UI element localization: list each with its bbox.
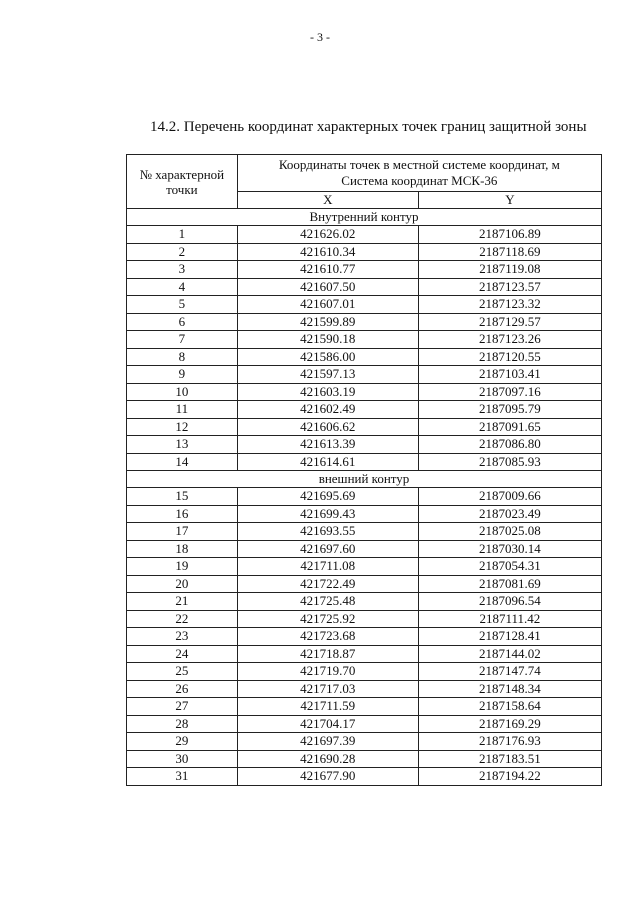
y-coordinate-cell: 2187129.57 [418, 313, 601, 331]
point-number-cell: 13 [127, 436, 238, 454]
x-coordinate-cell: 421722.49 [237, 575, 418, 593]
table-row [127, 296, 602, 314]
section-title-row [127, 471, 602, 488]
table-row [127, 593, 602, 611]
point-number-cell: 20 [127, 575, 238, 593]
table-row [127, 698, 602, 716]
point-number-cell: 21 [127, 593, 238, 611]
point-number-cell: 23 [127, 628, 238, 646]
y-coordinate-cell: 2187096.54 [418, 593, 601, 611]
x-coordinate-cell: 421725.92 [237, 610, 418, 628]
table-row [127, 680, 602, 698]
table-row [127, 768, 602, 786]
y-coordinate-cell: 2187091.65 [418, 418, 601, 436]
table-row [127, 331, 602, 349]
table-row [127, 663, 602, 681]
y-coordinate-cell: 2187123.32 [418, 296, 601, 314]
point-number-cell: 25 [127, 663, 238, 681]
point-number-cell: 7 [127, 331, 238, 349]
y-coordinate-cell: 2187081.69 [418, 575, 601, 593]
y-coordinate-cell: 2187111.42 [418, 610, 601, 628]
y-coordinate-cell: 2187194.22 [418, 768, 601, 786]
y-coordinate-cell: 2187128.41 [418, 628, 601, 646]
header-coordinates [237, 155, 601, 192]
x-coordinate-cell: 421586.00 [237, 348, 418, 366]
point-number-cell: 1 [127, 226, 238, 244]
point-number-cell: 26 [127, 680, 238, 698]
x-coordinate-cell: 421614.61 [237, 453, 418, 471]
y-coordinate-cell: 2187158.64 [418, 698, 601, 716]
table-row [127, 610, 602, 628]
x-coordinate-cell: 421599.89 [237, 313, 418, 331]
point-number-cell: 31 [127, 768, 238, 786]
y-coordinate-cell: 2187030.14 [418, 540, 601, 558]
header-coords-line2: Система координат МСК-36 [341, 173, 498, 188]
table-row [127, 383, 602, 401]
x-coordinate-cell: 421697.39 [237, 733, 418, 751]
point-number-cell: 9 [127, 366, 238, 384]
table-row [127, 733, 602, 751]
x-coordinate-cell: 421677.90 [237, 768, 418, 786]
table-row [127, 313, 602, 331]
y-coordinate-cell: 2187106.89 [418, 226, 601, 244]
table-row [127, 348, 602, 366]
point-number-cell: 14 [127, 453, 238, 471]
x-coordinate-cell: 421711.08 [237, 558, 418, 576]
point-number-cell: 10 [127, 383, 238, 401]
x-coordinate-cell: 421725.48 [237, 593, 418, 611]
table-row [127, 261, 602, 279]
x-coordinate-cell: 421607.01 [237, 296, 418, 314]
table-row [127, 366, 602, 384]
y-coordinate-cell: 2187144.02 [418, 645, 601, 663]
table-row [127, 645, 602, 663]
table-row [127, 226, 602, 244]
x-coordinate-cell: 421717.03 [237, 680, 418, 698]
y-coordinate-cell: 2187120.55 [418, 348, 601, 366]
table-row [127, 488, 602, 506]
point-number-cell: 3 [127, 261, 238, 279]
point-number-cell: 12 [127, 418, 238, 436]
point-number-cell: 11 [127, 401, 238, 419]
x-coordinate-cell: 421602.49 [237, 401, 418, 419]
point-number-cell: 4 [127, 278, 238, 296]
point-number-cell: 6 [127, 313, 238, 331]
point-number-cell: 17 [127, 523, 238, 541]
table-row [127, 558, 602, 576]
y-coordinate-cell: 2187023.49 [418, 505, 601, 523]
point-number-cell: 15 [127, 488, 238, 506]
table-row [127, 540, 602, 558]
table-row [127, 628, 602, 646]
point-number-cell: 19 [127, 558, 238, 576]
x-coordinate-cell: 421613.39 [237, 436, 418, 454]
table-body [127, 209, 602, 786]
table-row [127, 750, 602, 768]
y-coordinate-cell: 2187123.26 [418, 331, 601, 349]
x-coordinate-cell: 421719.70 [237, 663, 418, 681]
y-coordinate-cell: 2187103.41 [418, 366, 601, 384]
point-number-cell: 29 [127, 733, 238, 751]
section-title: Внутренний контур [127, 209, 602, 226]
header-y: Y [418, 192, 601, 209]
x-coordinate-cell: 421690.28 [237, 750, 418, 768]
header-coords-line1: Координаты точек в местной системе координат, м [278, 157, 560, 172]
x-coordinate-cell: 421723.68 [237, 628, 418, 646]
x-coordinate-cell: 421699.43 [237, 505, 418, 523]
y-coordinate-cell: 2187025.08 [418, 523, 601, 541]
x-coordinate-cell: 421704.17 [237, 715, 418, 733]
point-number-cell: 28 [127, 715, 238, 733]
header-x: X [237, 192, 418, 209]
point-number-cell: 2 [127, 243, 238, 261]
page-number: - 3 - [310, 30, 330, 44]
point-number-cell: 16 [127, 505, 238, 523]
x-coordinate-cell: 421697.60 [237, 540, 418, 558]
y-coordinate-cell: 2187097.16 [418, 383, 601, 401]
table-row [127, 436, 602, 454]
y-coordinate-cell: 2187176.93 [418, 733, 601, 751]
y-coordinate-cell: 2187009.66 [418, 488, 601, 506]
header-point-line1: № характерной [139, 166, 225, 182]
x-coordinate-cell: 421718.87 [237, 645, 418, 663]
point-number-cell: 27 [127, 698, 238, 716]
table-row [127, 453, 602, 471]
y-coordinate-cell: 2187086.80 [418, 436, 601, 454]
point-number-cell: 30 [127, 750, 238, 768]
table-row [127, 278, 602, 296]
y-coordinate-cell: 2187054.31 [418, 558, 601, 576]
point-number-cell: 8 [127, 348, 238, 366]
table-row [127, 523, 602, 541]
x-coordinate-cell: 421590.18 [237, 331, 418, 349]
y-coordinate-cell: 2187119.08 [418, 261, 601, 279]
header-point-line2: точки [166, 181, 198, 197]
section-title: внешний контур [127, 471, 602, 488]
y-coordinate-cell: 2187123.57 [418, 278, 601, 296]
x-coordinate-cell: 421606.62 [237, 418, 418, 436]
point-number-cell: 5 [127, 296, 238, 314]
y-coordinate-cell: 2187118.69 [418, 243, 601, 261]
section-heading: 14.2. Перечень координат характерных точек границ защитной зоны [150, 119, 587, 135]
header-point-number [127, 155, 238, 209]
table-row [127, 715, 602, 733]
x-coordinate-cell: 421603.19 [237, 383, 418, 401]
x-coordinate-cell: 421610.77 [237, 261, 418, 279]
point-number-cell: 22 [127, 610, 238, 628]
table-row [127, 243, 602, 261]
y-coordinate-cell: 2187169.29 [418, 715, 601, 733]
y-coordinate-cell: 2187147.74 [418, 663, 601, 681]
y-coordinate-cell: 2187148.34 [418, 680, 601, 698]
x-coordinate-cell: 421610.34 [237, 243, 418, 261]
x-coordinate-cell: 421607.50 [237, 278, 418, 296]
coordinates-table [126, 154, 602, 786]
section-title-row [127, 209, 602, 226]
table-row [127, 418, 602, 436]
x-coordinate-cell: 421626.02 [237, 226, 418, 244]
x-coordinate-cell: 421695.69 [237, 488, 418, 506]
table-row [127, 505, 602, 523]
point-number-cell: 18 [127, 540, 238, 558]
x-coordinate-cell: 421693.55 [237, 523, 418, 541]
y-coordinate-cell: 2187095.79 [418, 401, 601, 419]
table-row [127, 401, 602, 419]
point-number-cell: 24 [127, 645, 238, 663]
table-row [127, 575, 602, 593]
x-coordinate-cell: 421711.59 [237, 698, 418, 716]
y-coordinate-cell: 2187085.93 [418, 453, 601, 471]
x-coordinate-cell: 421597.13 [237, 366, 418, 384]
y-coordinate-cell: 2187183.51 [418, 750, 601, 768]
